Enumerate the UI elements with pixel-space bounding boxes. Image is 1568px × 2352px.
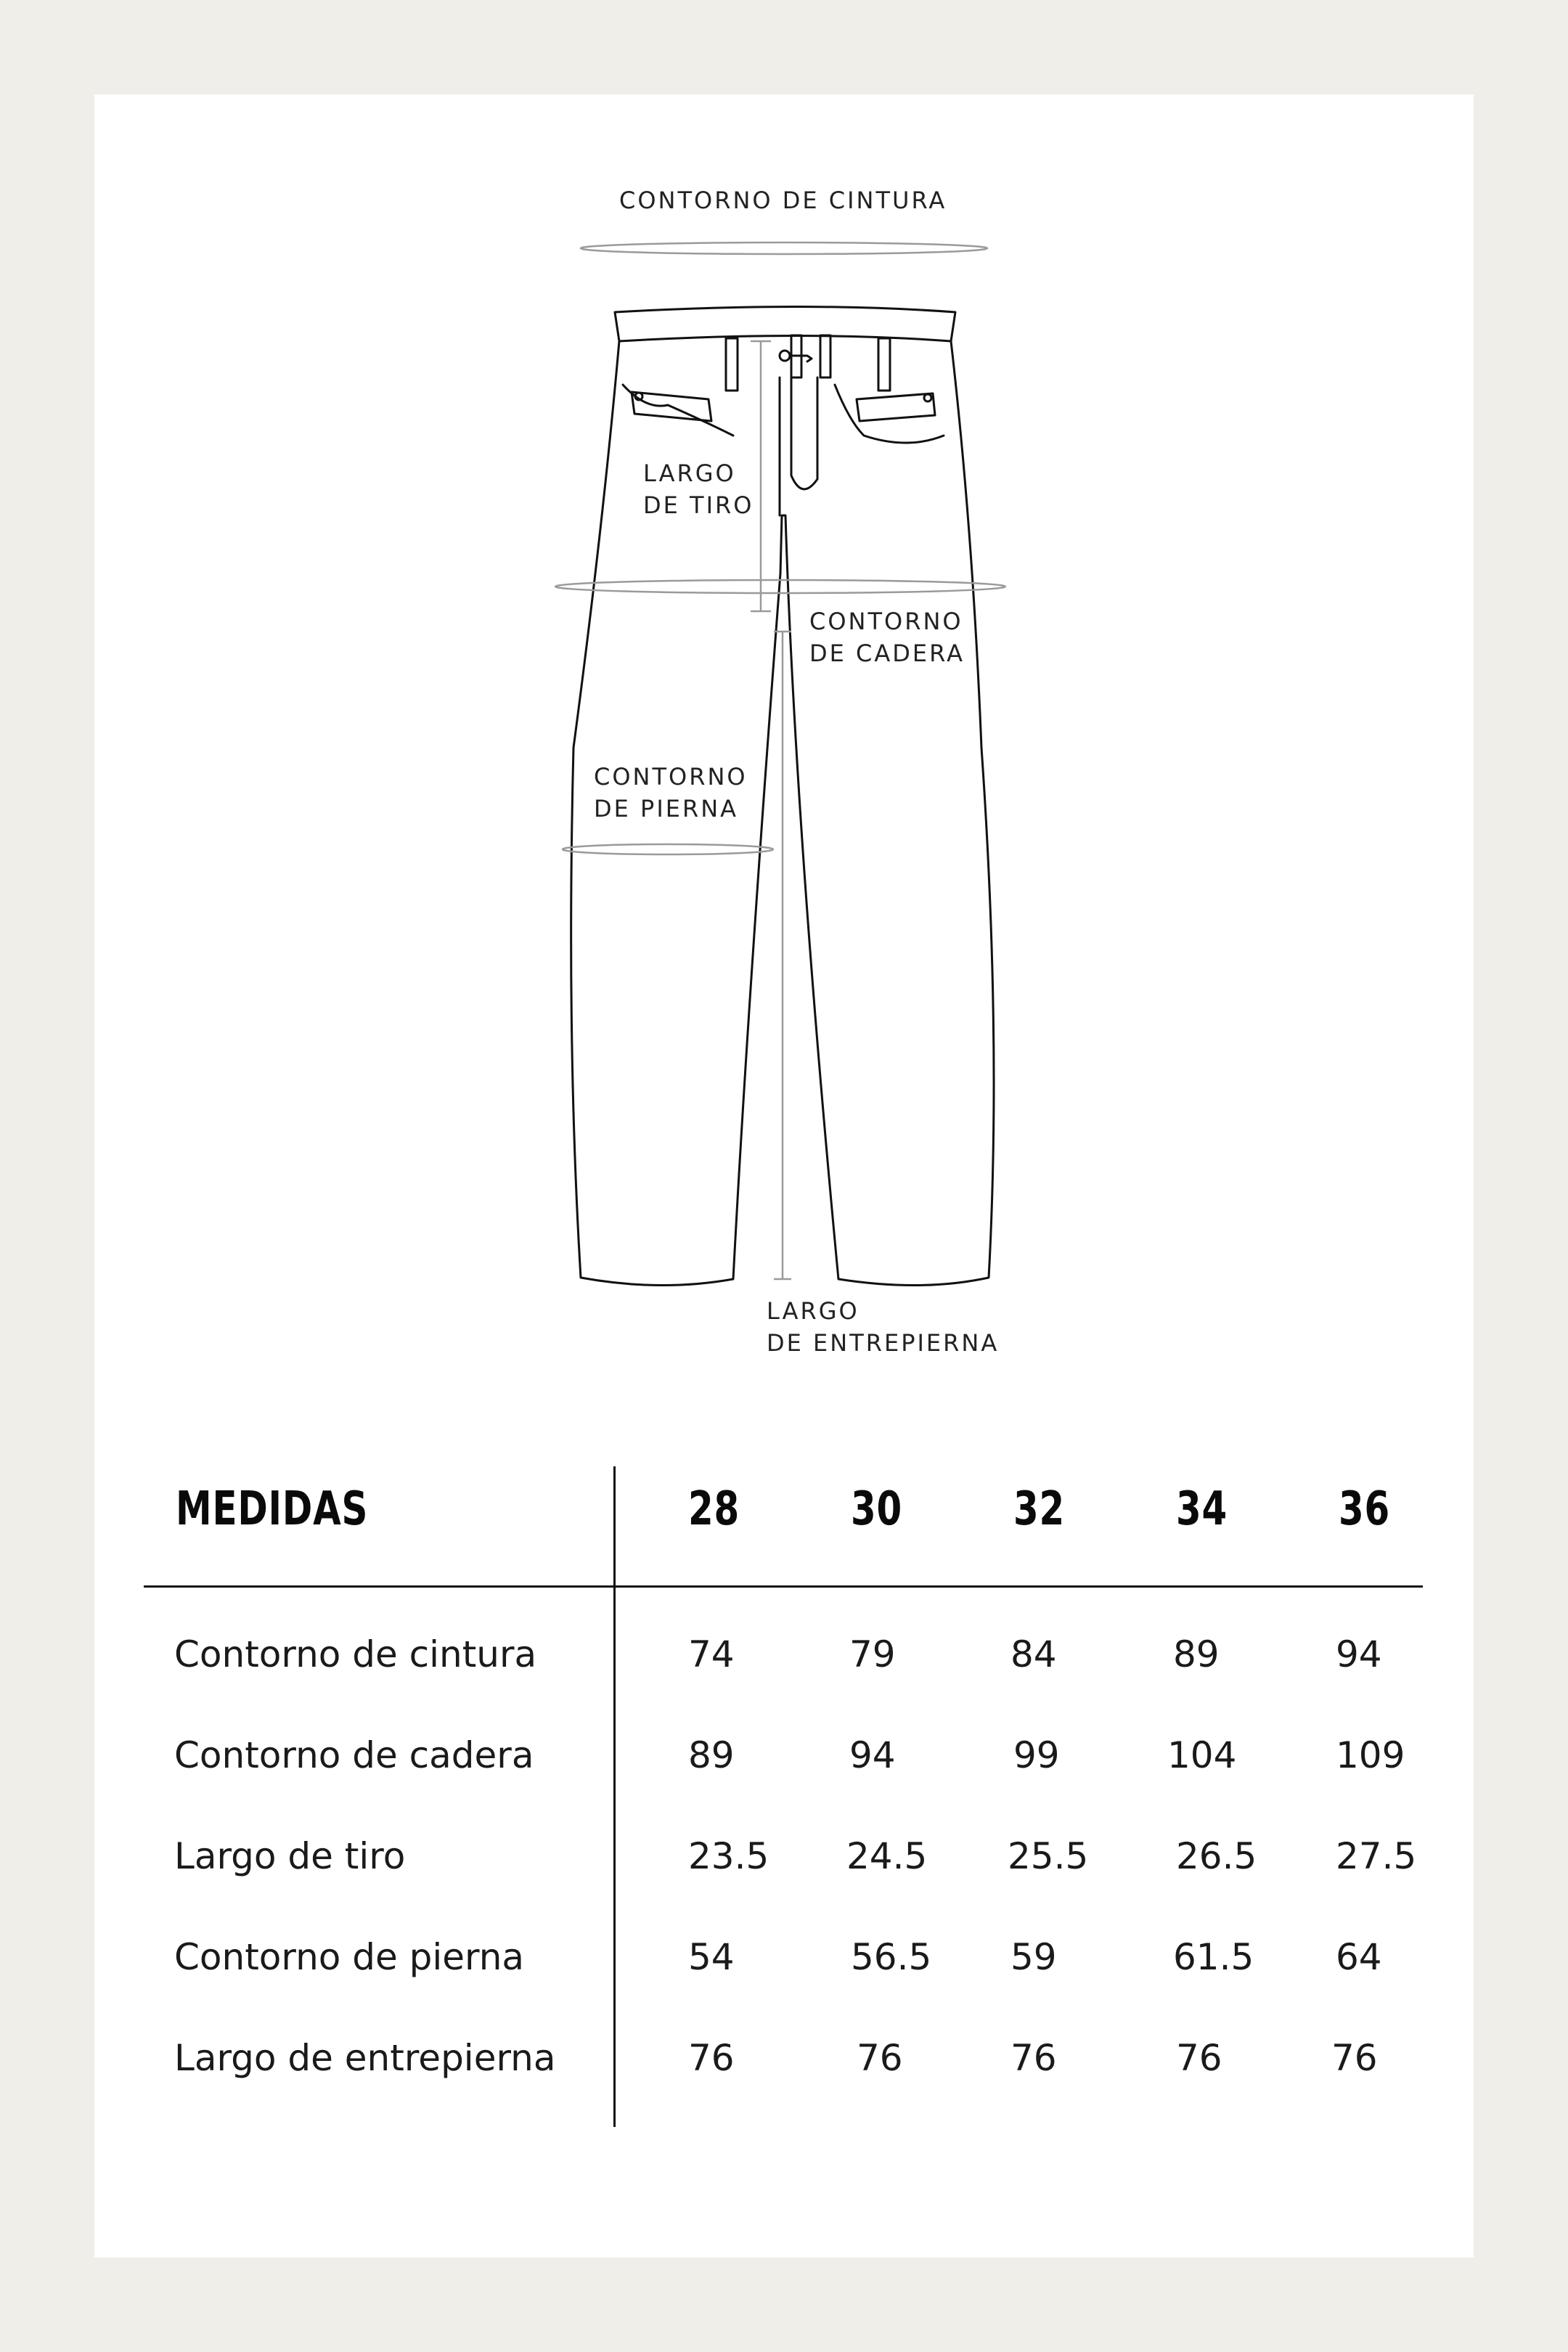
cell-rise-32: 25.5	[1008, 1835, 1089, 1877]
row-label-leg: Contorno de pierna	[174, 1936, 525, 1978]
rise-label-line1: LARGO	[643, 460, 736, 487]
size-header-28: 28	[688, 1482, 740, 1536]
cell-waist-30: 79	[849, 1633, 896, 1675]
row-label-rise: Largo de tiro	[174, 1835, 406, 1877]
cell-rise-30: 24.5	[846, 1835, 928, 1877]
hip-label-line2: DE CADERA	[809, 640, 965, 667]
cell-hip-32: 99	[1013, 1734, 1060, 1776]
leg-label-line2: DE PIERNA	[594, 795, 739, 822]
size-header-30: 30	[851, 1482, 903, 1536]
cell-hip-30: 94	[849, 1734, 896, 1776]
size-header-32: 32	[1013, 1482, 1066, 1536]
row-label-hip: Contorno de cadera	[174, 1734, 534, 1776]
cell-waist-32: 84	[1010, 1633, 1057, 1675]
table-header-divider	[144, 1585, 1423, 1588]
cell-leg-28: 54	[688, 1936, 735, 1978]
cell-inseam-34: 76	[1176, 2037, 1222, 2079]
size-header-36: 36	[1339, 1482, 1391, 1536]
table-header-label: MEDIDAS	[176, 1482, 369, 1536]
cell-rise-34: 26.5	[1176, 1835, 1257, 1877]
size-header-34: 34	[1176, 1482, 1228, 1536]
measurements-table	[94, 94, 1474, 2258]
cell-leg-34: 61.5	[1173, 1936, 1254, 1978]
leg-label-line1: CONTORNO	[594, 763, 748, 791]
cell-hip-36: 109	[1336, 1734, 1405, 1776]
cell-waist-34: 89	[1173, 1633, 1220, 1675]
inseam-label-line2: DE ENTREPIERNA	[767, 1329, 1000, 1357]
row-label-waist: Contorno de cintura	[174, 1633, 537, 1675]
cell-hip-28: 89	[688, 1734, 735, 1776]
cell-leg-30: 56.5	[851, 1936, 932, 1978]
cell-leg-32: 59	[1010, 1936, 1057, 1978]
cell-waist-28: 74	[688, 1633, 735, 1675]
inseam-label-line1: LARGO	[767, 1297, 859, 1325]
rise-label-line2: DE TIRO	[643, 491, 754, 519]
waist-label: CONTORNO DE CINTURA	[619, 187, 947, 214]
cell-waist-36: 94	[1336, 1633, 1382, 1675]
cell-inseam-36: 76	[1331, 2037, 1378, 2079]
hip-label-line1: CONTORNO	[809, 608, 963, 635]
cell-leg-36: 64	[1336, 1936, 1382, 1978]
cell-inseam-28: 76	[688, 2037, 735, 2079]
cell-rise-28: 23.5	[688, 1835, 769, 1877]
row-label-inseam: Largo de entrepierna	[174, 2037, 556, 2079]
size-chart-card	[94, 94, 1474, 2258]
cell-inseam-30: 76	[857, 2037, 903, 2079]
cell-rise-36: 27.5	[1336, 1835, 1417, 1877]
table-vertical-divider	[613, 1466, 616, 2127]
cell-hip-34: 104	[1167, 1734, 1237, 1776]
cell-inseam-32: 76	[1010, 2037, 1057, 2079]
